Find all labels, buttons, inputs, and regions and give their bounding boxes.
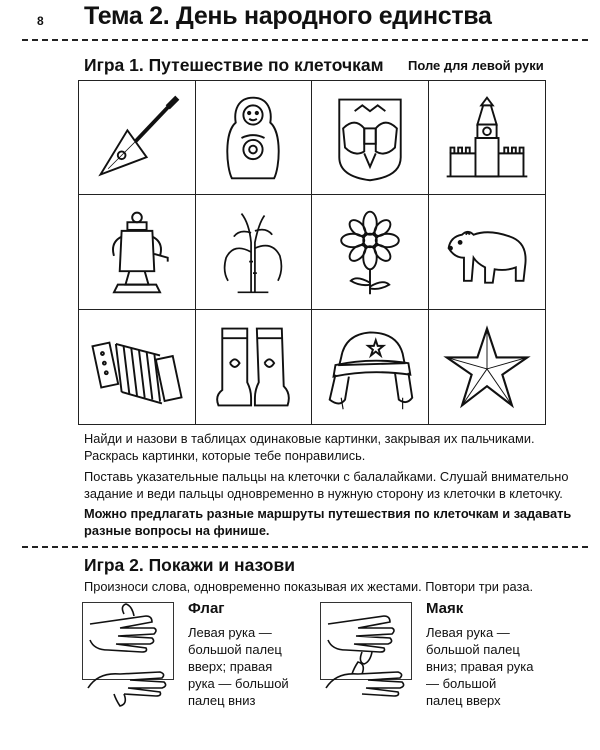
grid-cell[interactable] <box>196 81 313 195</box>
grid-cell[interactable] <box>79 81 196 195</box>
gesture-name: Флаг <box>188 600 225 617</box>
field-label: Поле для левой руки <box>408 58 544 73</box>
grid-cell[interactable] <box>429 195 546 309</box>
birch-tree-icon <box>205 204 301 300</box>
page-number: 8 <box>37 14 44 28</box>
grid-cell[interactable] <box>79 310 196 424</box>
hand-gesture-icon <box>80 600 176 720</box>
valenki-icon <box>205 319 301 415</box>
grid-cell[interactable] <box>196 195 313 309</box>
gesture-desc: Левая рука — большой палец вверх; правая рука — большой палец вниз <box>188 625 289 708</box>
instruction-note: Можно предлагать разные маршруты путешествия по клеточкам и задавать разные вопросы на финише. <box>84 506 572 538</box>
grid-cell[interactable] <box>429 310 546 424</box>
flower-icon <box>322 204 418 300</box>
game1-title: Игра 1. Путешествие по клеточкам <box>84 55 384 75</box>
grid-cell[interactable] <box>196 310 313 424</box>
grid-cell[interactable] <box>312 81 429 195</box>
accordion-icon <box>89 319 185 415</box>
ushanka-hat-icon <box>322 319 418 415</box>
page-title: Тема 2. День народного единства <box>84 2 492 30</box>
instruction-2: Поставь указательные пальцы на клеточки с балалайками. Слушай внимательно задание и веди пальцы одновременно в нужную сторону из клеточки в клеточку. <box>84 469 569 501</box>
divider <box>22 39 588 41</box>
hand-gesture-icon <box>318 600 414 720</box>
picture-grid <box>78 80 546 425</box>
instruction-1: Найди и назови в таблицах одинаковые картинки, закрывая их пальчиками. Раскрась картинки, которые тебе понравились. <box>84 431 535 463</box>
samovar-icon <box>89 204 185 300</box>
grid-cell[interactable] <box>312 310 429 424</box>
game2-title: Игра 2. Покажи и назови <box>84 555 295 575</box>
gesture-name: Маяк <box>426 600 464 617</box>
gesture-desc: Левая рука — большой палец вниз; правая рука — большой палец вверх <box>426 625 534 708</box>
balalaika-icon <box>89 90 185 186</box>
grid-cell[interactable] <box>429 81 546 195</box>
divider <box>22 546 588 548</box>
grid-cell[interactable] <box>79 195 196 309</box>
game2-intro: Произноси слова, одновременно показывая их жестами. Повтори три раза. <box>84 579 534 594</box>
star-icon <box>439 319 535 415</box>
grid-cell[interactable] <box>312 195 429 309</box>
coat-of-arms-icon <box>322 90 418 186</box>
matryoshka-icon <box>205 90 301 186</box>
kremlin-tower-icon <box>439 90 535 186</box>
polar-bear-icon <box>439 204 535 300</box>
